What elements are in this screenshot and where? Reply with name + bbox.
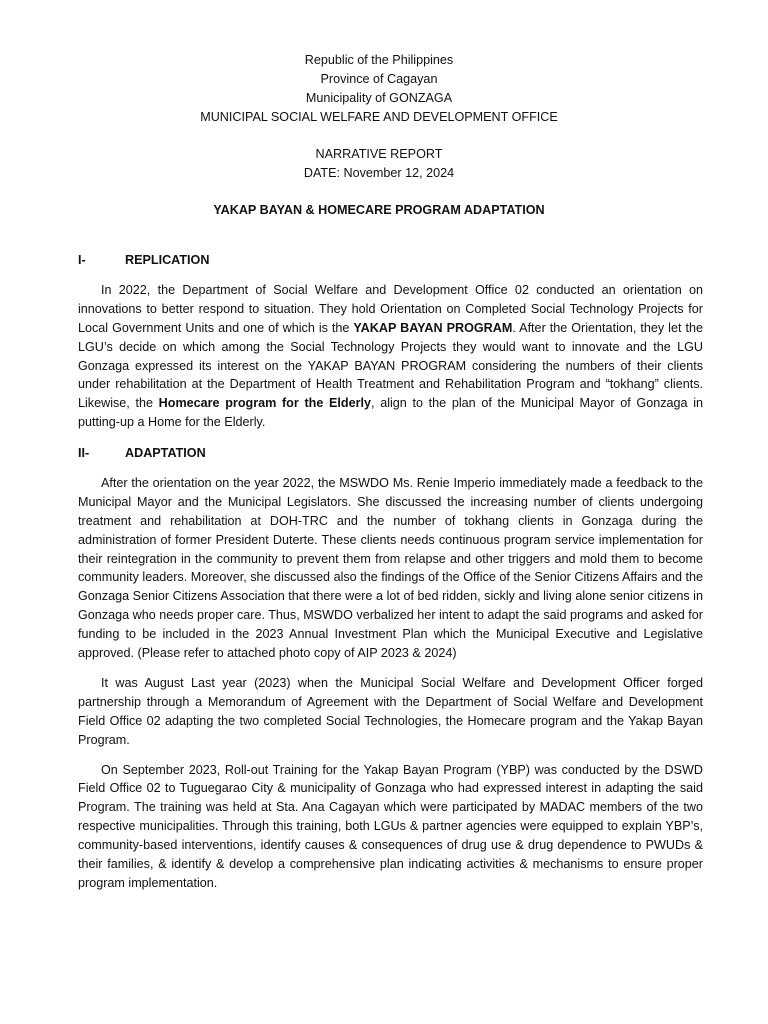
- paragraph-text: , align to the plan of the Municipal Mayor of Gonzaga in putting-up a Home for the Elderly.: [78, 396, 703, 430]
- adaptation-paragraph-2: It was August Last year (2023) when the Municipal Social Welfare and Development Officer forged partnership through a Memorandum of Agreement with the Department of Social Welfare and Development Field Office 02 adapting the two completed Social Technologies, the Homecare program and the Yakap Bayan Program.: [78, 675, 703, 747]
- paragraph-text: . After the Orientation, they let the LGU’s decide on which among the Social Technology Projects they would want to innovate and the LGU Gonzaga expressed its interest on the YAKAP BAYAN PROGRAM considering the numbers of their clients under rehabilitation at the Department of Health Treatment and Rehabilitation Program and “tokhang” clients. Likewise, the: [78, 320, 703, 411]
- report-info: [0, 145, 758, 183]
- bold-homecare-program: Homecare program for the Elderly: [158, 396, 372, 411]
- paragraph-text: In 2022, the Department of Social Welfare and Development Office 02 conducted an orientation on innovations to better respond to situation. They hold Orientation on Completed Social Technology Projects for Local Government Units and one of which is the: [78, 282, 703, 335]
- report-type: NARRATIVE REPORT: [315, 147, 443, 161]
- adaptation-paragraph-3: On September 2023, Roll-out Training for the Yakap Bayan Program (YBP) was conducted by the DSWD Field Office 02 to Tuguegarao City & municipality of Gonzaga who had expressed interest in adapting the said Program. The training was held at Sta. Ana Cagayan which were participated by MADAC members of the two respective municipalities. Through this training, both LGUs & partner agencies were equipped to explain YBP’s, community-based interventions, identify causes & consequences of drug use & drug dependence to PWUDs & their families, & identify & develop a comprehensive plan indicating activities & mechanisms to ensure proper program implementation.: [78, 762, 703, 891]
- report-date: DATE: November 12, 2024: [303, 165, 455, 180]
- section-heading: [78, 444, 703, 463]
- letterhead-province: Province of Cagayan: [320, 71, 438, 86]
- section-heading: [78, 251, 703, 270]
- replication-paragraph: [78, 281, 703, 432]
- section-title: ADAPTATION: [125, 446, 206, 460]
- letterhead: [0, 51, 758, 127]
- section-adaptation: [78, 444, 703, 893]
- letterhead-office: MUNICIPAL SOCIAL WELFARE AND DEVELOPMENT OFFICE: [200, 109, 558, 124]
- adaptation-paragraph-1: After the orientation on the year 2022, the MSWDO Ms. Renie Imperio immediately made a feedback to the Municipal Mayor and the Municipal Legislators. She discussed the increasing number of clients undergoing treatment and rehabilitation at DOH-TRC and the number of tokhang clients in Gonzaga during the administration of former President Duterte. These clients needs continuous program service implementation for their reintegration in the community to prevent them from relapse and other triggers and mold them to become community leaders. Moreover, she discussed also the findings of the Office of the Senior Citizens Affairs and the Gonzaga Senior Citizens Association that there were a lot of bed ridden, sickly and living alone senior citizens in Gonzaga who needs proper care. Thus, MSWDO verbalized her intent to adapt the said programs and asked for funding to be included in the 2023 Annual Investment Plan which the Municipal Executive and Legislative approved. (Please refer to attached photo copy of AIP 2023 & 2024): [78, 475, 703, 661]
- letterhead-municipality: Municipality of GONZAGA: [305, 90, 453, 105]
- letterhead-republic: Republic of the Philippines: [304, 53, 454, 67]
- section-number: I-: [78, 253, 86, 267]
- section-title: REPLICATION: [125, 253, 210, 267]
- report-title: YAKAP BAYAN & HOMECARE PROGRAM ADAPTATION: [213, 203, 545, 217]
- bold-program-name: YAKAP BAYAN PROGRAM: [353, 320, 513, 335]
- section-replication: [78, 251, 703, 432]
- section-number: II-: [78, 446, 90, 460]
